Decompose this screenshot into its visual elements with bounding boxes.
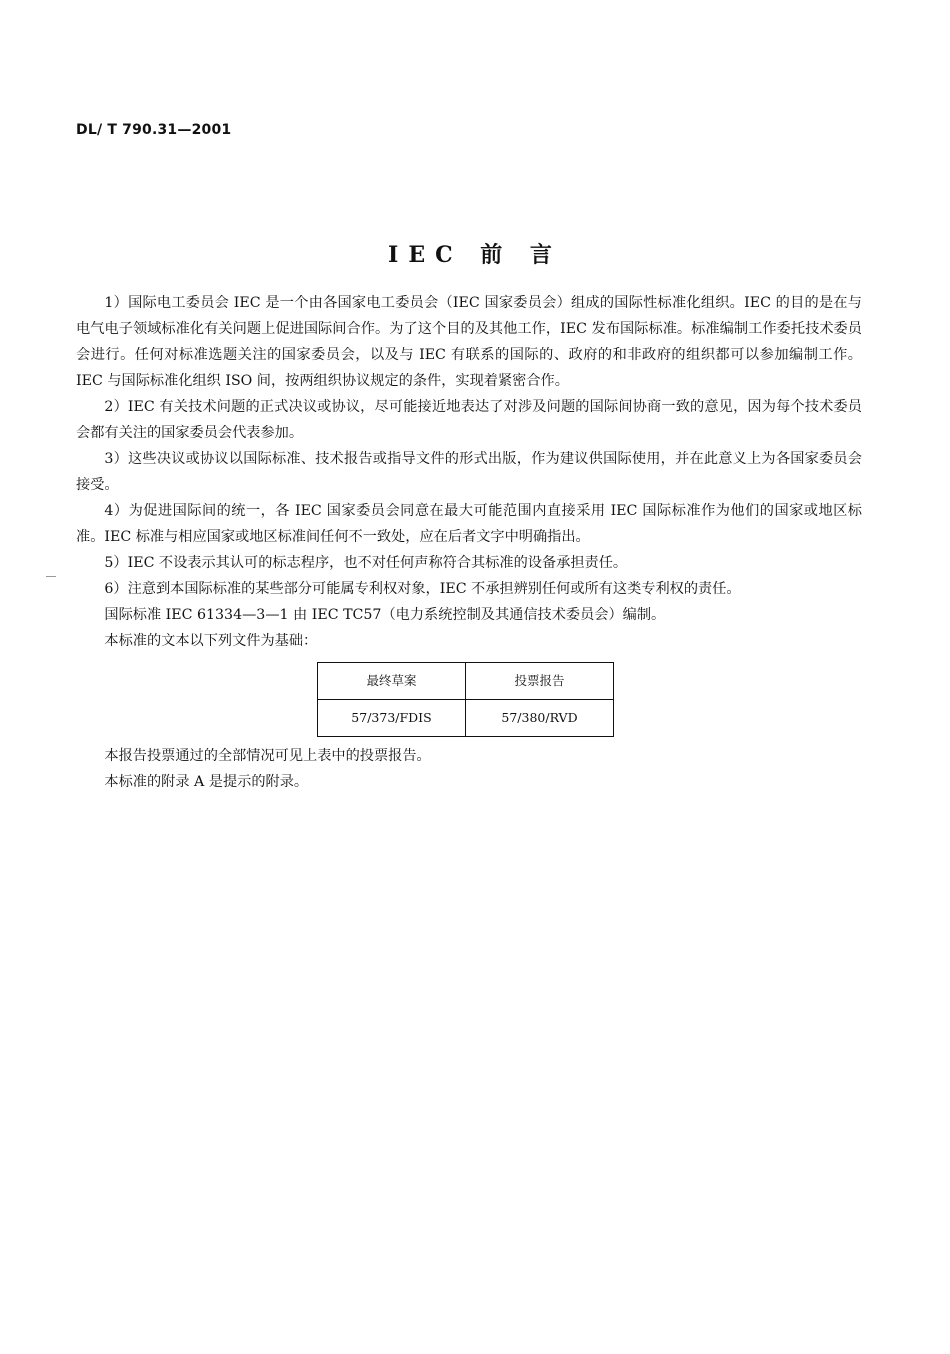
table-cell: 57/373/FDIS	[318, 700, 466, 737]
table-header-cell: 投票报告	[466, 663, 614, 700]
document-body	[76, 290, 862, 795]
basis-table-wrapper	[317, 662, 862, 737]
margin-mark	[46, 576, 56, 577]
paragraph-prepared-by: 国际标准 IEC 61334—3—1 由 IEC TC57（电力系统控制及其通信技术委员会）编制。	[104, 607, 666, 623]
table-header-row	[318, 663, 614, 700]
paragraph-voting-report: 本报告投票通过的全部情况可见上表中的投票报告。	[104, 748, 431, 764]
standard-code: DL/ T 790.31—2001	[76, 122, 232, 138]
paragraph-5: 5）IEC 不设表示其认可的标志程序，也不对任何声称符合其标准的设备承担责任。	[104, 555, 628, 571]
paragraph-6: 6）注意到本国际标准的某些部分可能属专利权对象，IEC 不承担辨别任何或所有这类专利权的责任。	[104, 581, 741, 597]
paragraph-3: 3）这些决议或协议以国际标准、技术报告或指导文件的形式出版，作为建议供国际使用，并在此意义上为各国家委员会接受。	[76, 451, 862, 493]
paragraph-basis-intro: 本标准的文本以下列文件为基础：	[104, 633, 318, 649]
table-header-cell: 最终草案	[318, 663, 466, 700]
paragraph-2: 2）IEC 有关技术问题的正式决议或协议，尽可能接近地表达了对涉及问题的国际间协商一致的意见，因为每个技术委员会都有关注的国家委员会代表参加。	[76, 399, 862, 441]
page-title: IEC 前 言	[388, 242, 562, 268]
table-cell: 57/380/RVD	[466, 700, 614, 737]
paragraph-4: 4）为促进国际间的统一，各 IEC 国家委员会同意在最大可能范围内直接采用 IEC 国际标准作为他们的国家或地区标准。IEC 标准与相应国家或地区标准间任何不一致处，应在后者文字中明确指出。	[76, 503, 862, 545]
table-row	[318, 700, 614, 737]
basis-table	[317, 662, 614, 737]
paragraph-1: 1）国际电工委员会 IEC 是一个由各国家电工委员会（IEC 国家委员会）组成的国际性标准化组织。IEC 的目的是在与电气电子领域标准化有关问题上促进国际间合作。为了这个目的及其他工作，IEC 发布国际标准。标准编制工作委托技术委员会进行。任何对标准选题关注的国家委员会，以及与 IEC 有联系的国际的、政府的和非政府的组织都可以参加编制工作。IEC 与国际标准化组织 ISO 间，按两组织协议规定的条件，实现着紧密合作。	[76, 295, 862, 389]
paragraph-annex-note: 本标准的附录 A 是提示的附录。	[104, 774, 309, 790]
